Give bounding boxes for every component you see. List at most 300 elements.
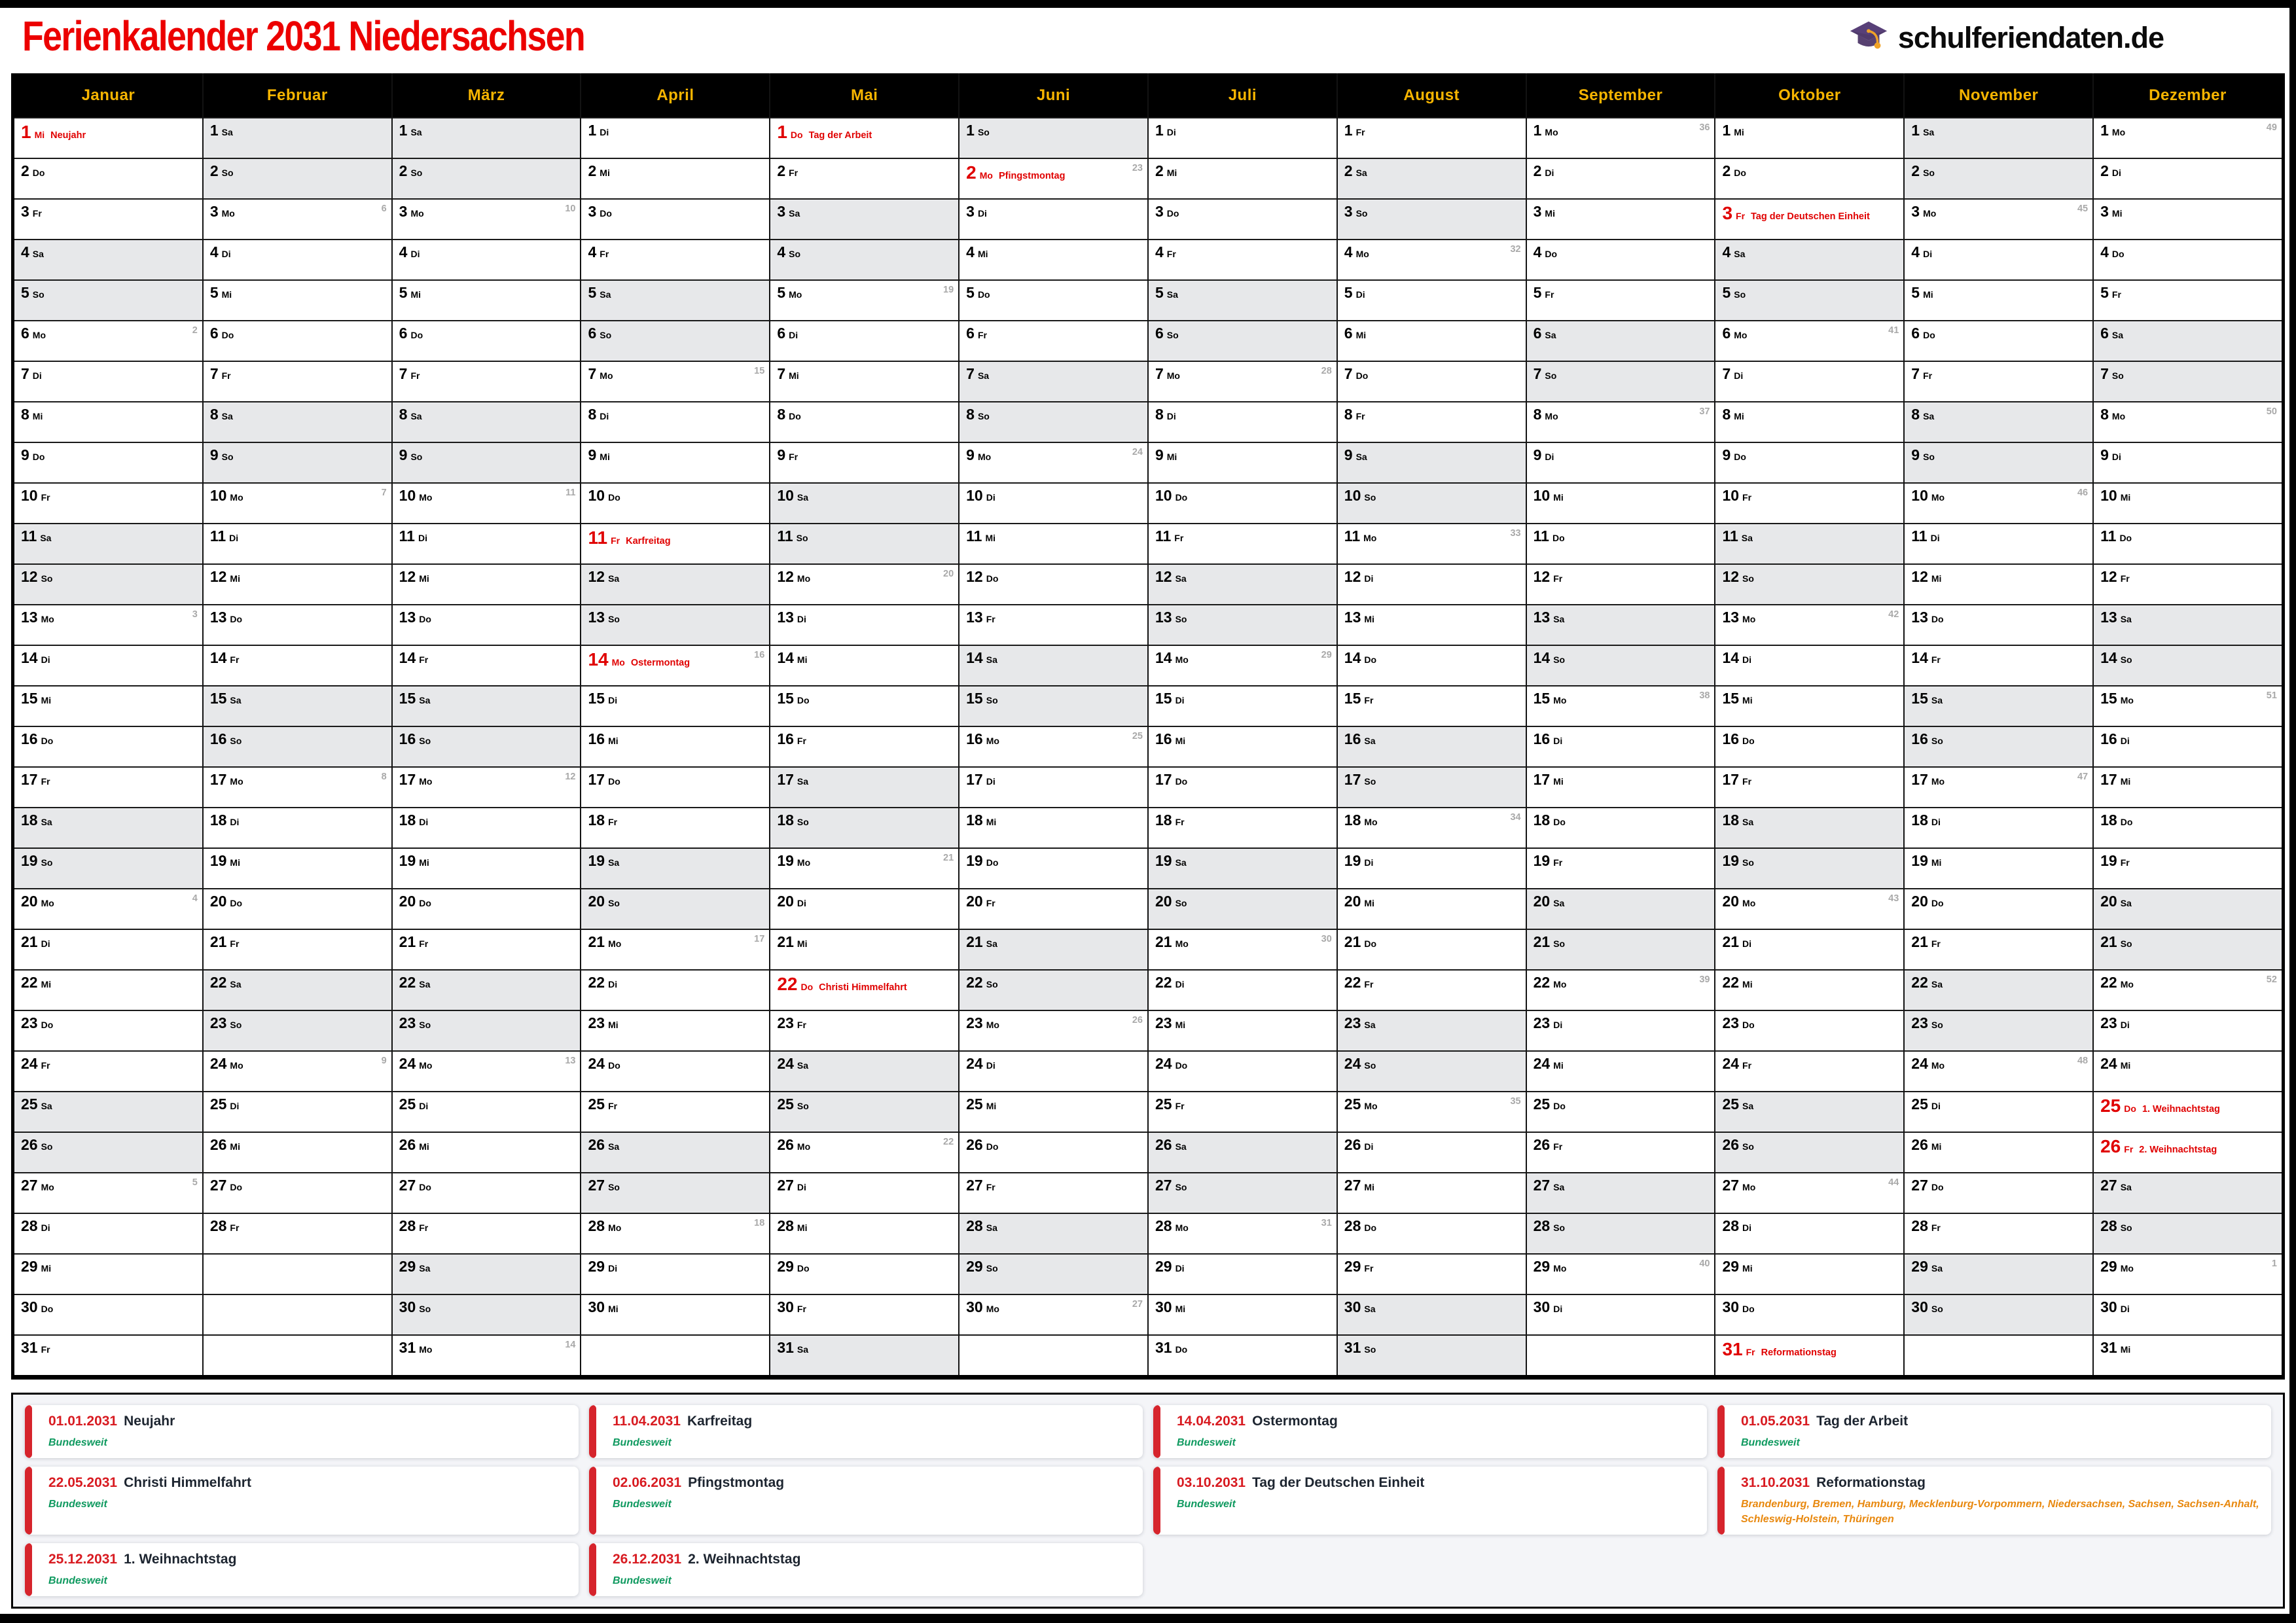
day-number: 14 [21,649,38,666]
weekday-label: Fr [608,817,618,827]
day-cell [393,482,581,523]
day-cell [960,969,1147,1010]
weekday-label: Fr [41,1060,50,1071]
day-number: 29 [1533,1258,1551,1275]
week-number: 38 [1699,690,1710,701]
day-number: 23 [1533,1014,1551,1031]
day-cell [770,361,958,401]
weekday-label: So [1931,1020,1943,1030]
day-number: 10 [1911,487,1928,504]
day-number: 7 [1155,365,1164,382]
legend-title-line [1741,1414,2259,1429]
day-number: 30 [1155,1298,1172,1315]
day-number: 24 [1911,1055,1928,1072]
day-cell [1338,685,1526,726]
graduation-cap-icon [1848,18,1889,58]
day-number: 13 [1911,609,1928,626]
day-number: 3 [2100,203,2109,220]
legend-date: 26.12.2031 [613,1552,682,1567]
weekday-label: Do [2119,533,2132,543]
day-number: 28 [1533,1217,1551,1234]
day-cell [770,401,958,442]
empty-day-cell [581,1334,769,1375]
day-cell [14,604,202,645]
day-cell [204,158,391,198]
day-number: 3 [1155,203,1164,220]
weekday-label: Do [1175,1060,1188,1071]
day-number: 10 [1722,487,1740,504]
day-cell [14,239,202,279]
day-number: 24 [1533,1055,1551,1072]
day-number: 15 [1722,690,1740,707]
weekday-label: Do [230,1182,243,1192]
day-cell [2094,117,2282,158]
week-number: 6 [381,204,387,214]
weekday-label: Sa [230,979,242,990]
day-number: 17 [1533,771,1551,788]
weekday-label: Fr [1553,1141,1563,1152]
day-cell [1149,1172,1336,1213]
day-number: 19 [399,852,416,869]
day-cell [770,442,958,482]
day-number: 6 [588,325,597,342]
day-number: 23 [1344,1014,1361,1031]
weekday-label: Di [32,370,42,381]
weekday-label: So [1931,736,1943,746]
legend-card [1717,1405,2271,1458]
day-cell [1527,239,1715,279]
day-cell [581,1253,769,1294]
day-number: 5 [966,284,975,301]
day-cell [581,807,769,847]
day-cell [581,563,769,604]
legend-holiday-name: Tag der Deutschen Einheit [1252,1474,1425,1490]
day-cell [770,198,958,239]
day-cell [581,158,769,198]
weekday-label: Di [986,776,996,787]
day-number: 21 [777,933,794,950]
day-number: 12 [777,568,794,585]
day-number: 2 [209,162,219,179]
day-number: 9 [588,446,597,463]
day-number: 13 [588,609,605,626]
day-number: 27 [966,1177,983,1194]
day-number: 27 [399,1177,416,1194]
week-number: 15 [754,366,765,376]
day-cell [393,645,581,685]
day-number: 15 [21,690,38,707]
weekday-label: Di [797,1182,806,1192]
day-number: 18 [399,812,416,829]
day-number: 2 [966,162,977,183]
empty-day-cell [960,1334,1147,1375]
weekday-label: Fr [41,1344,50,1355]
day-cell [1715,1050,1903,1091]
day-number: 12 [1722,568,1740,585]
day-number: 20 [2100,893,2117,910]
weekday-label: Sa [419,1263,431,1274]
day-cell [1527,1010,1715,1050]
day-cell [1338,117,1526,158]
weekday-label: Fr [1174,533,1184,543]
weekday-label: Sa [1553,1182,1565,1192]
holiday-label: Reformationstag [1761,1347,1837,1358]
day-number: 1 [209,122,219,139]
day-cell [2094,807,2282,847]
day-number: 16 [966,730,983,747]
day-cell [1527,117,1715,158]
day-cell [1905,239,2092,279]
week-number: 14 [565,1340,576,1350]
day-number: 9 [1911,446,1920,463]
weekday-label: Mi [1355,330,1367,340]
weekday-label: Di [410,249,420,259]
day-number: 3 [966,203,975,220]
day-number: 11 [209,527,226,544]
weekday-label: Do [1545,249,1558,259]
legend-card [1717,1467,2271,1535]
weekday-label: Do [986,573,999,584]
weekday-label: Do [2124,1103,2136,1114]
day-number: 28 [588,1217,605,1234]
week-number: 29 [1321,650,1332,660]
day-number: 4 [1722,243,1731,260]
weekday-label: Sa [797,1344,809,1355]
weekday-label: Sa [2120,1182,2132,1192]
weekday-label: So [230,736,242,746]
day-number: 14 [399,649,416,666]
weekday-label: Mi [419,573,429,584]
day-number: 11 [1722,527,1738,544]
day-number: 16 [1722,730,1740,747]
weekday-label: Mi [1742,1263,1753,1274]
weekday-label: Mi [1166,168,1177,178]
day-cell [960,1294,1147,1334]
weekday-label: So [1364,1060,1376,1071]
day-cell [2094,1132,2282,1172]
day-cell [393,279,581,320]
legend-regions: Bundesweit [613,1575,672,1587]
weekday-label: Fr [1931,654,1941,665]
day-number: 12 [1533,568,1551,585]
weekday-label: Do [800,982,814,992]
holiday-label: Neujahr [50,130,86,141]
day-number: 6 [777,325,786,342]
day-number: 11 [777,527,793,544]
day-cell [1715,1294,1903,1334]
week-number: 5 [192,1177,198,1188]
day-number: 15 [777,690,794,707]
day-number: 9 [777,446,786,463]
day-number: 22 [966,974,983,991]
legend-holiday-name: Ostermontag [1252,1414,1338,1429]
day-cell [1905,1010,2092,1050]
day-cell [1905,847,2092,888]
day-number: 7 [1722,365,1731,382]
day-number: 11 [1911,527,1928,544]
weekday-label: Fr [986,1182,996,1192]
weekday-label: Fr [986,614,996,624]
day-cell [1905,969,2092,1010]
day-number: 12 [966,568,983,585]
weekday-label: Mo [41,614,54,624]
day-cell [960,361,1147,401]
weekday-label: Sa [986,1222,997,1233]
day-cell [960,1050,1147,1091]
day-number: 22 [588,974,605,991]
week-number: 32 [1510,244,1521,255]
day-cell [960,1132,1147,1172]
day-cell [1149,847,1336,888]
day-number: 8 [966,406,975,423]
day-number: 20 [1722,893,1740,910]
weekday-label: Do [1742,1020,1755,1030]
day-number: 1 [1344,122,1353,139]
day-number: 24 [2100,1055,2117,1072]
day-cell [393,361,581,401]
day-number: 16 [777,730,794,747]
month-header: Juni [960,73,1147,117]
day-number: 2 [1911,162,1920,179]
legend-title-line [48,1552,567,1567]
day-cell [1905,685,2092,726]
day-number: 1 [1911,122,1920,139]
day-number: 6 [966,325,975,342]
day-cell [1905,158,2092,198]
weekday-label: So [221,452,234,462]
legend-regions: Bundesweit [48,1498,107,1510]
weekday-label: Mo [797,1141,811,1152]
weekday-label: Sa [1931,1263,1943,1274]
weekday-label: Di [1545,452,1554,462]
day-cell [1338,279,1526,320]
weekday-label: Di [418,533,427,543]
day-number: 18 [588,812,605,829]
weekday-label: Mo [797,573,811,584]
weekday-label: Fr [1175,817,1185,827]
day-number: 9 [1155,446,1164,463]
day-cell [14,847,202,888]
weekday-label: Mi [221,289,232,300]
weekday-label: Di [600,127,609,137]
day-number: 15 [966,690,983,707]
day-number: 29 [399,1258,416,1275]
day-number: 4 [1911,243,1920,260]
weekday-label: Do [790,130,803,140]
weekday-label: Fr [1742,776,1752,787]
day-number: 21 [1155,933,1172,950]
day-cell [14,726,202,766]
day-number: 9 [966,446,975,463]
day-number: 20 [21,893,38,910]
day-number: 21 [21,933,38,950]
day-number: 14 [1911,649,1928,666]
day-number: 7 [1911,365,1920,382]
day-cell [204,604,391,645]
weekday-label: Do [1553,817,1566,827]
weekday-label: Sa [1175,573,1187,584]
day-number: 1 [1722,122,1731,139]
weekday-label: Sa [41,817,52,827]
weekday-label: Di [789,330,798,340]
month-column-september [1526,73,1715,1375]
day-number: 1 [966,122,975,139]
legend-card [25,1405,579,1458]
day-number: 8 [21,406,29,423]
day-number: 27 [21,1177,38,1194]
empty-day-cell [204,1334,391,1375]
weekday-label: Mo [410,208,424,219]
week-number: 19 [943,285,954,295]
day-number: 5 [2100,284,2109,301]
weekday-label: Mi [797,654,808,665]
day-cell [1338,969,1526,1010]
legend [11,1393,2285,1609]
day-cell [770,1253,958,1294]
day-number: 5 [399,284,408,301]
day-number: 19 [1155,852,1172,869]
weekday-label: Fr [1545,289,1554,300]
weekday-label: Mo [986,1304,999,1314]
day-cell [1715,888,1903,929]
weekday-label: Sa [1175,1141,1187,1152]
weekday-label: Do [1175,776,1188,787]
weekday-label: Mi [2120,776,2131,787]
day-number: 25 [966,1096,983,1113]
day-cell [1149,361,1336,401]
weekday-label: Do [410,330,423,340]
week-number: 36 [1699,122,1710,133]
day-number: 2 [1722,162,1731,179]
legend-card [25,1467,579,1535]
day-cell [1338,158,1526,198]
day-number: 30 [966,1298,983,1315]
legend-title-line [48,1414,567,1429]
month-column-juni [958,73,1147,1375]
weekday-label: So [1364,1344,1376,1355]
day-number: 17 [399,771,416,788]
day-number: 23 [777,1014,794,1031]
weekday-label: Sa [608,573,620,584]
day-cell [1715,766,1903,807]
legend-card [1153,1467,1707,1535]
weekday-label: Fr [419,654,429,665]
weekday-label: Di [1742,1222,1752,1233]
weekday-label: Mo [1553,1263,1567,1274]
day-number: 13 [777,609,794,626]
day-number: 2 [588,162,597,179]
day-cell [960,117,1147,158]
day-number: 10 [209,487,227,504]
day-number: 22 [777,974,798,994]
day-cell [393,563,581,604]
weekday-label: Sa [608,857,620,868]
day-cell [393,1213,581,1253]
weekday-label: Fr [2120,857,2130,868]
day-cell [393,1091,581,1132]
weekday-label: Fr [1923,370,1933,381]
weekday-label: Do [230,898,243,908]
day-number: 28 [2100,1217,2117,1234]
day-number: 9 [2100,446,2109,463]
legend-accent-bar [1153,1467,1160,1535]
day-number: 10 [1533,487,1551,504]
day-number: 19 [209,852,227,869]
day-number: 25 [1911,1096,1928,1113]
day-cell [1905,117,2092,158]
weekday-label: Mo [1545,411,1558,421]
day-cell [393,158,581,198]
day-number: 29 [2100,1258,2117,1275]
day-cell [2094,401,2282,442]
day-cell [1715,563,1903,604]
weekday-label: Mo [41,1182,54,1192]
day-cell [960,766,1147,807]
legend-accent-bar [589,1543,596,1596]
day-number: 17 [588,771,605,788]
day-number: 28 [1344,1217,1361,1234]
day-cell [1715,198,1903,239]
day-number: 27 [1911,1177,1928,1194]
weekday-label: Mi [1175,1304,1186,1314]
weekday-label: Fr [1175,1101,1185,1111]
week-number: 31 [1321,1218,1332,1228]
day-cell [1527,726,1715,766]
day-cell [204,239,391,279]
day-number: 25 [209,1096,227,1113]
day-number: 23 [588,1014,605,1031]
week-number: 4 [192,893,198,904]
day-cell [1149,279,1336,320]
weekday-label: Mi [1545,208,1555,219]
day-number: 27 [1722,1177,1740,1194]
weekday-label: So [600,330,612,340]
day-cell [204,1132,391,1172]
empty-day-cell [204,1253,391,1294]
day-number: 17 [1344,771,1361,788]
day-number: 11 [966,527,982,544]
day-cell [1338,645,1526,685]
day-number: 21 [2100,933,2117,950]
weekday-label: Sa [1364,1304,1376,1314]
weekday-label: Sa [1553,898,1565,908]
day-number: 23 [1911,1014,1928,1031]
day-cell [960,482,1147,523]
weekday-label: Mo [2120,1263,2134,1274]
weekday-label: Do [608,492,620,503]
day-cell [770,523,958,563]
weekday-label: Do [32,452,45,462]
day-number: 10 [1344,487,1361,504]
day-cell [1527,1050,1715,1091]
day-cell [581,279,769,320]
day-number: 16 [1155,730,1172,747]
day-number: 20 [1155,893,1172,910]
day-cell [2094,1213,2282,1253]
day-number: 19 [1533,852,1551,869]
day-cell [2094,1253,2282,1294]
day-number: 29 [966,1258,983,1275]
weekday-label: Mo [1175,1222,1189,1233]
day-cell [393,807,581,847]
day-number: 2 [2100,162,2109,179]
day-number: 4 [966,243,975,260]
day-number: 27 [1155,1177,1172,1194]
weekday-label: Mi [1166,452,1177,462]
day-number: 26 [1911,1136,1928,1153]
day-cell [770,807,958,847]
week-number: 7 [381,488,387,498]
